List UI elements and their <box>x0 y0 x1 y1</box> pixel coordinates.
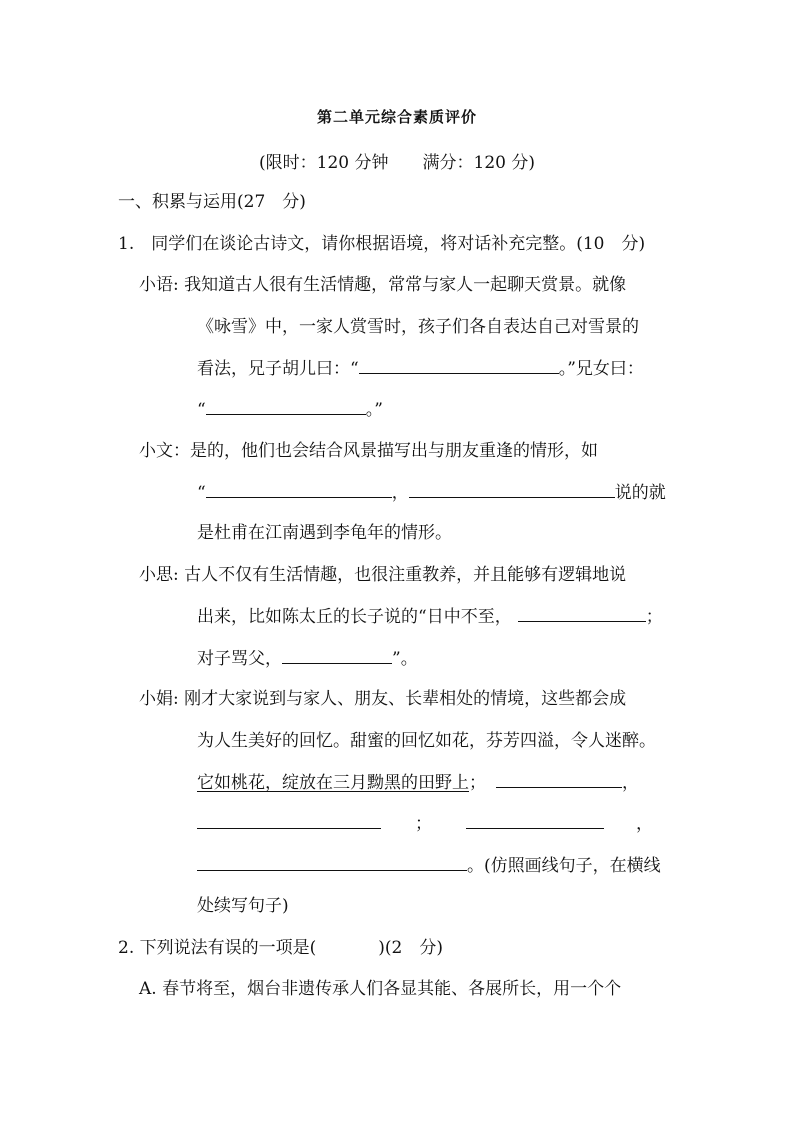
answer-blank[interactable] <box>206 481 392 498</box>
text: ， <box>622 773 639 793</box>
text: 。”兄女曰： <box>558 359 644 379</box>
xiaowen-line-1: 小文：是的，他们也会结合风景描写出与朋友重逢的情形，如 <box>139 441 598 461</box>
question-1-prompt: 1. 同学们在谈论古诗文，请你根据语境，将对话补充完整。(10 分) <box>118 234 646 254</box>
answer-blank[interactable] <box>282 647 392 664</box>
text: ”。 <box>392 649 418 669</box>
xiaojuan-line-1: 小娟: 刚才大家说到与家人、朋友、长辈相处的情境，这些都会成 <box>139 689 627 709</box>
xiaosi-line-2 <box>197 605 663 628</box>
answer-blank[interactable] <box>466 812 604 829</box>
xiaojuan-line-6: 处续写句子) <box>197 896 289 916</box>
answer-blank[interactable] <box>518 605 646 622</box>
xiaoyu-line-3 <box>197 357 644 380</box>
question-2-prompt <box>118 937 443 959</box>
answer-blank[interactable] <box>409 481 615 498</box>
xiaojuan-line-5 <box>197 854 661 877</box>
answer-blank[interactable] <box>197 854 467 871</box>
exam-info <box>0 148 794 173</box>
text: “ <box>197 483 206 503</box>
xiaowen-line-3: 是杜甫在江南遇到李龟年的情形。 <box>197 523 452 543</box>
xiaowen-line-2 <box>197 481 666 504</box>
text: ； <box>415 814 432 834</box>
text: 。(仿照画线句子，在横线 <box>467 856 661 876</box>
answer-blank[interactable] <box>206 398 366 415</box>
xiaosi-line-3 <box>197 647 418 670</box>
text: 出来，比如陈太丘的长子说的“日中不至， <box>197 607 512 627</box>
section-heading: 一、积累与运用(27 分) <box>118 192 306 212</box>
underlined-model-sentence: 它如桃花，绽放在三月黝黑的田野上 <box>197 773 469 793</box>
answer-blank[interactable] <box>496 771 622 788</box>
xiaosi-line-1: 小思: 古人不仅有生活情趣，也很注重教养，并且能够有逻辑地说 <box>139 565 627 585</box>
xiaojuan-line-2: 为人生美好的回忆。甜蜜的回忆如花，芬芳四溢，令人迷醉。 <box>197 731 656 751</box>
xiaoyu-line-4 <box>197 398 383 421</box>
text: 2. 下列说法有误的一项是( <box>118 938 317 958</box>
text: ； <box>469 773 486 793</box>
text: 看法，兄子胡儿曰：“ <box>197 359 359 379</box>
time-limit: (限时：120 分钟 <box>259 153 389 173</box>
text: ； <box>645 607 663 627</box>
full-score: 满分：120 分) <box>422 153 535 173</box>
text: ， <box>391 483 409 503</box>
question-2-option-a: A. 春节将至，烟台非遗传承人们各显其能、各展所长，用一个个 <box>139 979 622 999</box>
text: “ <box>197 400 206 420</box>
page-title: 第二单元综合素质评价 <box>316 108 477 126</box>
text: ， <box>636 814 653 834</box>
text: 对子骂父， <box>197 649 282 669</box>
xiaoyu-line-2: 《咏雪》中，一家人赏雪时，孩子们各自表达自己对雪景的 <box>197 317 639 337</box>
answer-blank[interactable] <box>359 357 559 374</box>
text: )(2 分) <box>378 938 443 958</box>
text: 说的就 <box>614 483 666 503</box>
answer-blank[interactable] <box>197 812 381 829</box>
xiaojuan-line-3 <box>197 771 639 794</box>
xiaojuan-line-4 <box>197 812 653 835</box>
xiaoyu-line-1: 小语: 我知道古人很有生活情趣，常常与家人一起聊天赏景。就像 <box>139 275 627 295</box>
text: 。” <box>365 400 383 420</box>
